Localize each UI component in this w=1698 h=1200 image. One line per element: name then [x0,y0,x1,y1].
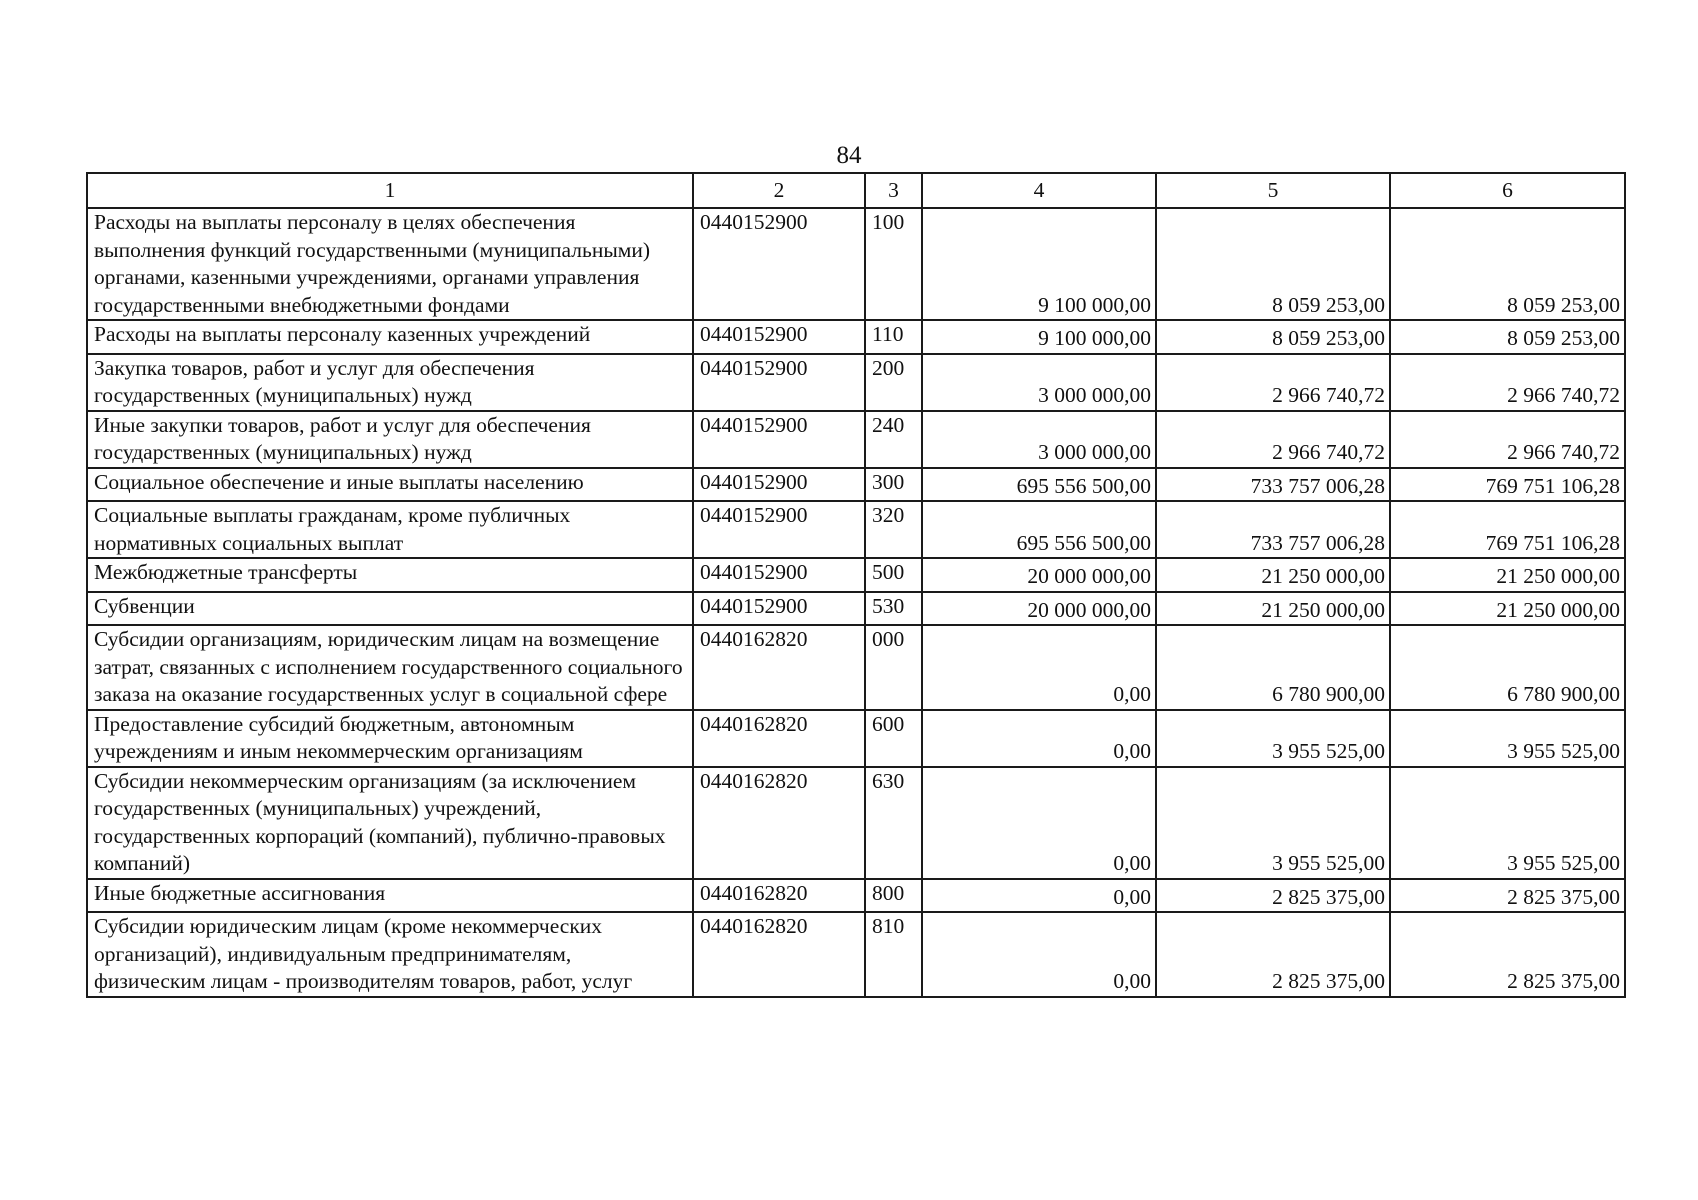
row-name-cell: Субсидии юридическим лицам (кроме некоммерческих организаций), индивидуальным предпринимателям, физическим лицам - производителям товаров, работ, услуг [87,912,693,997]
row-vr-cell: 240 [865,411,922,468]
row-value-col6-cell: 2 966 740,72 [1390,354,1625,411]
page-number: 84 [836,142,862,169]
row-value-col4-cell: 695 556 500,00 [922,501,1156,558]
row-value-col6-cell: 3 955 525,00 [1390,710,1625,767]
row-value-col6-cell: 8 059 253,00 [1390,208,1625,320]
row-name-cell: Субсидии организациям, юридическим лицам на возмещение затрат, связанных с исполнением государственного социального заказа на оказание государственных услуг в социальной сфере [87,625,693,710]
row-vr-cell: 100 [865,208,922,320]
row-name-cell: Межбюджетные трансферты [87,558,693,592]
header-cell-2: 2 [693,173,865,208]
row-vr-cell: 110 [865,320,922,354]
row-code-cell: 0440152900 [693,320,865,354]
row-value-col4-cell: 9 100 000,00 [922,208,1156,320]
row-value-col6-cell: 21 250 000,00 [1390,592,1625,626]
row-value-col5-cell: 8 059 253,00 [1156,320,1390,354]
row-value-col5-cell: 21 250 000,00 [1156,592,1390,626]
row-value-col4-cell: 3 000 000,00 [922,411,1156,468]
row-value-col5-cell: 3 955 525,00 [1156,767,1390,879]
row-value-col5-cell: 2 966 740,72 [1156,411,1390,468]
row-name-cell: Субвенции [87,592,693,626]
row-value-col5-cell: 2 825 375,00 [1156,912,1390,997]
row-value-col5-cell: 8 059 253,00 [1156,208,1390,320]
row-vr-cell: 300 [865,468,922,502]
row-code-cell: 0440162820 [693,767,865,879]
row-name-cell: Закупка товаров, работ и услуг для обеспечения государственных (муниципальных) нужд [87,354,693,411]
row-value-col4-cell: 20 000 000,00 [922,558,1156,592]
row-code-cell: 0440152900 [693,468,865,502]
row-vr-cell: 600 [865,710,922,767]
table-row [87,879,1625,913]
row-value-col5-cell: 21 250 000,00 [1156,558,1390,592]
row-code-cell: 0440152900 [693,354,865,411]
table-row [87,767,1625,879]
row-code-cell: 0440152900 [693,208,865,320]
row-code-cell: 0440152900 [693,501,865,558]
row-value-col4-cell: 695 556 500,00 [922,468,1156,502]
row-vr-cell: 810 [865,912,922,997]
header-cell-4: 4 [922,173,1156,208]
table-row [87,501,1625,558]
row-value-col4-cell: 0,00 [922,767,1156,879]
row-value-col4-cell: 0,00 [922,912,1156,997]
row-value-col5-cell: 2 825 375,00 [1156,879,1390,913]
row-name-cell: Социальное обеспечение и иные выплаты населению [87,468,693,502]
table-row [87,208,1625,320]
row-value-col4-cell: 0,00 [922,625,1156,710]
row-name-cell: Субсидии некоммерческим организациям (за исключением государственных (муниципальных) учреждений, государственных корпораций (компаний), публично-правовых компаний) [87,767,693,879]
row-vr-cell: 800 [865,879,922,913]
row-value-col6-cell: 2 825 375,00 [1390,912,1625,997]
header-cell-1: 1 [87,173,693,208]
row-name-cell: Иные бюджетные ассигнования [87,879,693,913]
table-row [87,625,1625,710]
row-value-col6-cell: 769 751 106,28 [1390,501,1625,558]
table-row [87,354,1625,411]
row-value-col6-cell: 2 966 740,72 [1390,411,1625,468]
row-name-cell: Предоставление субсидий бюджетным, автономным учреждениям и иным некоммерческим организациям [87,710,693,767]
row-value-col4-cell: 0,00 [922,879,1156,913]
table-row [87,468,1625,502]
row-value-col5-cell: 3 955 525,00 [1156,710,1390,767]
header-cell-5: 5 [1156,173,1390,208]
row-value-col5-cell: 733 757 006,28 [1156,501,1390,558]
row-code-cell: 0440162820 [693,879,865,913]
row-value-col6-cell: 3 955 525,00 [1390,767,1625,879]
row-code-cell: 0440162820 [693,625,865,710]
row-value-col6-cell: 2 825 375,00 [1390,879,1625,913]
row-name-cell: Расходы на выплаты персоналу казенных учреждений [87,320,693,354]
budget-table [86,172,1626,998]
header-cell-6: 6 [1390,173,1625,208]
row-vr-cell: 630 [865,767,922,879]
row-value-col5-cell: 733 757 006,28 [1156,468,1390,502]
row-code-cell: 0440152900 [693,411,865,468]
row-code-cell: 0440152900 [693,558,865,592]
row-name-cell: Расходы на выплаты персоналу в целях обеспечения выполнения функций государственными (муниципальными) органами, казенными учреждениями, органами управления государственными внебюджетными фондами [87,208,693,320]
row-vr-cell: 500 [865,558,922,592]
table-row [87,320,1625,354]
row-code-cell: 0440162820 [693,912,865,997]
row-value-col6-cell: 8 059 253,00 [1390,320,1625,354]
table-header-row [87,173,1625,208]
table-row [87,912,1625,997]
row-code-cell: 0440162820 [693,710,865,767]
row-value-col5-cell: 2 966 740,72 [1156,354,1390,411]
table-body [87,173,1625,997]
row-value-col6-cell: 769 751 106,28 [1390,468,1625,502]
row-vr-cell: 320 [865,501,922,558]
row-value-col6-cell: 21 250 000,00 [1390,558,1625,592]
row-value-col4-cell: 9 100 000,00 [922,320,1156,354]
table-row [87,710,1625,767]
row-value-col4-cell: 0,00 [922,710,1156,767]
row-vr-cell: 000 [865,625,922,710]
row-name-cell: Социальные выплаты гражданам, кроме публичных нормативных социальных выплат [87,501,693,558]
header-cell-3: 3 [865,173,922,208]
row-value-col4-cell: 3 000 000,00 [922,354,1156,411]
row-vr-cell: 200 [865,354,922,411]
table-row [87,411,1625,468]
row-value-col4-cell: 20 000 000,00 [922,592,1156,626]
row-name-cell: Иные закупки товаров, работ и услуг для обеспечения государственных (муниципальных) нужд [87,411,693,468]
row-code-cell: 0440152900 [693,592,865,626]
row-value-col6-cell: 6 780 900,00 [1390,625,1625,710]
table-row [87,592,1625,626]
table-row [87,558,1625,592]
row-value-col5-cell: 6 780 900,00 [1156,625,1390,710]
row-vr-cell: 530 [865,592,922,626]
